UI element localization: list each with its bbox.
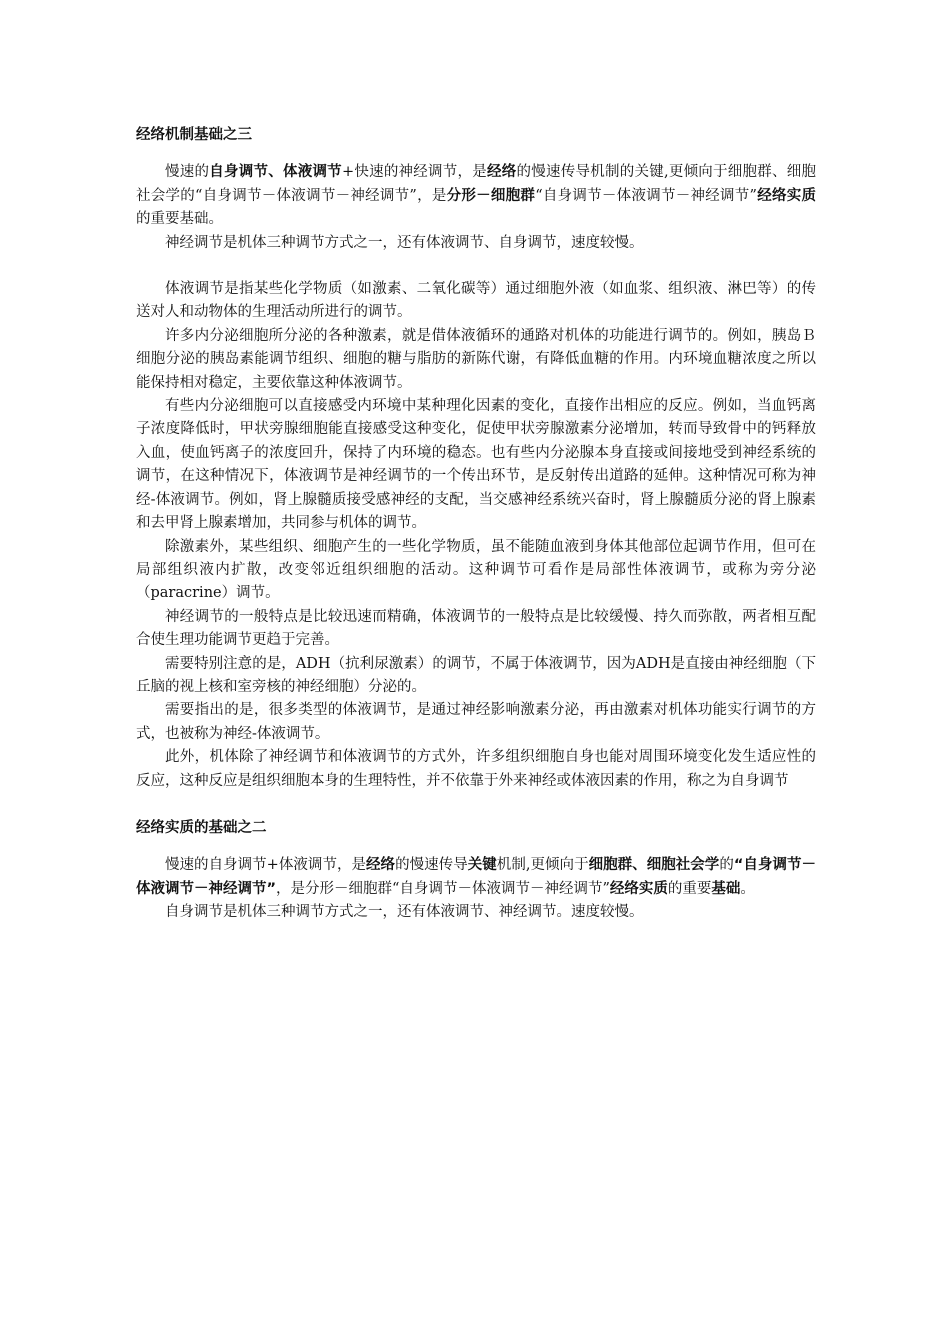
body-paragraph-2: 许多内分泌细胞所分泌的各种激素，就是借体液循环的通路对机体的功能进行调节的。例如，胰岛Ｂ细胞分泌的胰岛素能调节组织、细胞的糖与脂肪的新陈代谢，有降低血糖的作用。内环境血糖浓度之所以能保持相对稳定，主要依靠这种体液调节。 [136,327,816,391]
text-run: 慢速的自身调节+体液调节，是 [165,857,367,874]
spacer [136,840,816,854]
bold-text-run: 经络实质 [756,187,817,204]
text-run: +快速的神经调节，是 [341,164,488,181]
section1-paragraph-1 [136,161,816,231]
text-run: 的 [719,857,734,874]
bold-text-run: 基础 [711,880,741,897]
section1-paragraph-2: 神经调节是机体三种调节方式之一，还有体液调节、自身调节，速度较慢。 [165,234,644,251]
section2-paragraph-1 [136,854,816,901]
section2-heading: 经络实质的基础之二 [136,819,267,836]
bold-text-run: 分形－细胞群 [446,187,536,204]
bold-text-run: “自身调节－体液调节－神经调节” [136,857,817,897]
bold-text-run: 细胞群、细胞社会学 [588,857,720,874]
body-paragraph-8: 此外，机体除了神经调节和体液调节的方式外，许多组织细胞自身也能对周围环境变化发生适应性的反应，这种反应是组织细胞本身的生理特性，并不依靠于外来神经或体液因素的作用，称之为自身调节 [136,749,816,789]
bold-text-run: 自身调节、体液调节 [209,164,342,181]
spacer [136,255,816,278]
section1-heading: 经络机制基础之三 [136,127,252,143]
text-run: 的重要基础。 [136,211,223,228]
body-paragraph-4: 除激素外，某些组织、细胞产生的一些化学物质，虽不能随血液到身体其他部位起调节作用，但可在局部组织液内扩散，改变邻近组织细胞的活动。这种调节可看作是局部性体液调节，或称为旁分泌（paracrine）调节。 [136,538,816,602]
text-run: 慢速的 [165,164,210,181]
bold-text-run: 经络实质 [609,880,668,897]
spacer [136,147,816,161]
body-paragraph-7: 需要指出的是，很多类型的体液调节，是通过神经影响激素分泌，再由激素对机体功能实行调节的方式，也被称为神经-体液调节。 [136,702,816,742]
text-run: 的慢速传导机制的关键,更倾向于细胞群、细胞社会学的“自身调节－体液调节－神经调节”，是 [136,164,817,204]
bold-text-run: 经络 [366,857,396,874]
text-run: 。 [740,880,755,897]
text-run: 机制,更倾向于 [496,857,589,874]
body-paragraph-5: 神经调节的一般特点是比较迅速而精确，体液调节的一般特点是比较缓慢、持久而弥散，两者相互配合使生理功能调节更趋于完善。 [136,608,816,649]
body-paragraph-3: 有些内分泌细胞可以直接感受内环境中某种理化因素的变化，直接作出相应的反应。例如，当血钙离子浓度降低时，甲状旁腺细胞能直接感受这种变化，促使甲状旁腺激素分泌增加，转而导致骨中的钙释放入血，使血钙离子的浓度回升，保持了内环境的稳态。也有些内分泌腺本身直接或间接地受到神经系统的调节，在这种情况下，体液调节是神经调节的一个传出环节，是反射传出道路的延伸。这种情况可称为神经-体液调节。例如，肾上腺髓质接受感神经的支配，当交感神经系统兴奋时，肾上腺髓质分泌的肾上腺素和去甲肾上腺素增加，共同参与机体的调节。 [136,398,816,532]
body-paragraph-6: 需要特别注意的是，ADH（抗利尿激素）的调节，不属于体液调节，因为ADH是直接由神经细胞（下丘脑的视上核和室旁核的神经细胞）分泌的。 [136,655,816,695]
bold-text-run: 关键 [467,857,497,874]
text-run: 的慢速传导 [395,857,468,874]
document-page [136,120,816,925]
spacer [136,793,816,813]
section2-paragraph-2: 自身调节是机体三种调节方式之一，还有体液调节、神经调节。速度较慢。 [165,904,644,921]
body-paragraph-1: 体液调节是指某些化学物质（如激素、二氧化碳等）通过细胞外液（如血浆、组织液、淋巴等）的传送对人和动物体的生理活动所进行的调节。 [136,281,816,321]
text-run: “自身调节－体液调节－神经调节” [535,187,757,204]
text-run: ，是分形－细胞群“自身调节－体液调节－神经调节” [276,880,610,897]
bold-text-run: 经络 [487,164,517,181]
text-run: 的重要 [667,880,712,897]
